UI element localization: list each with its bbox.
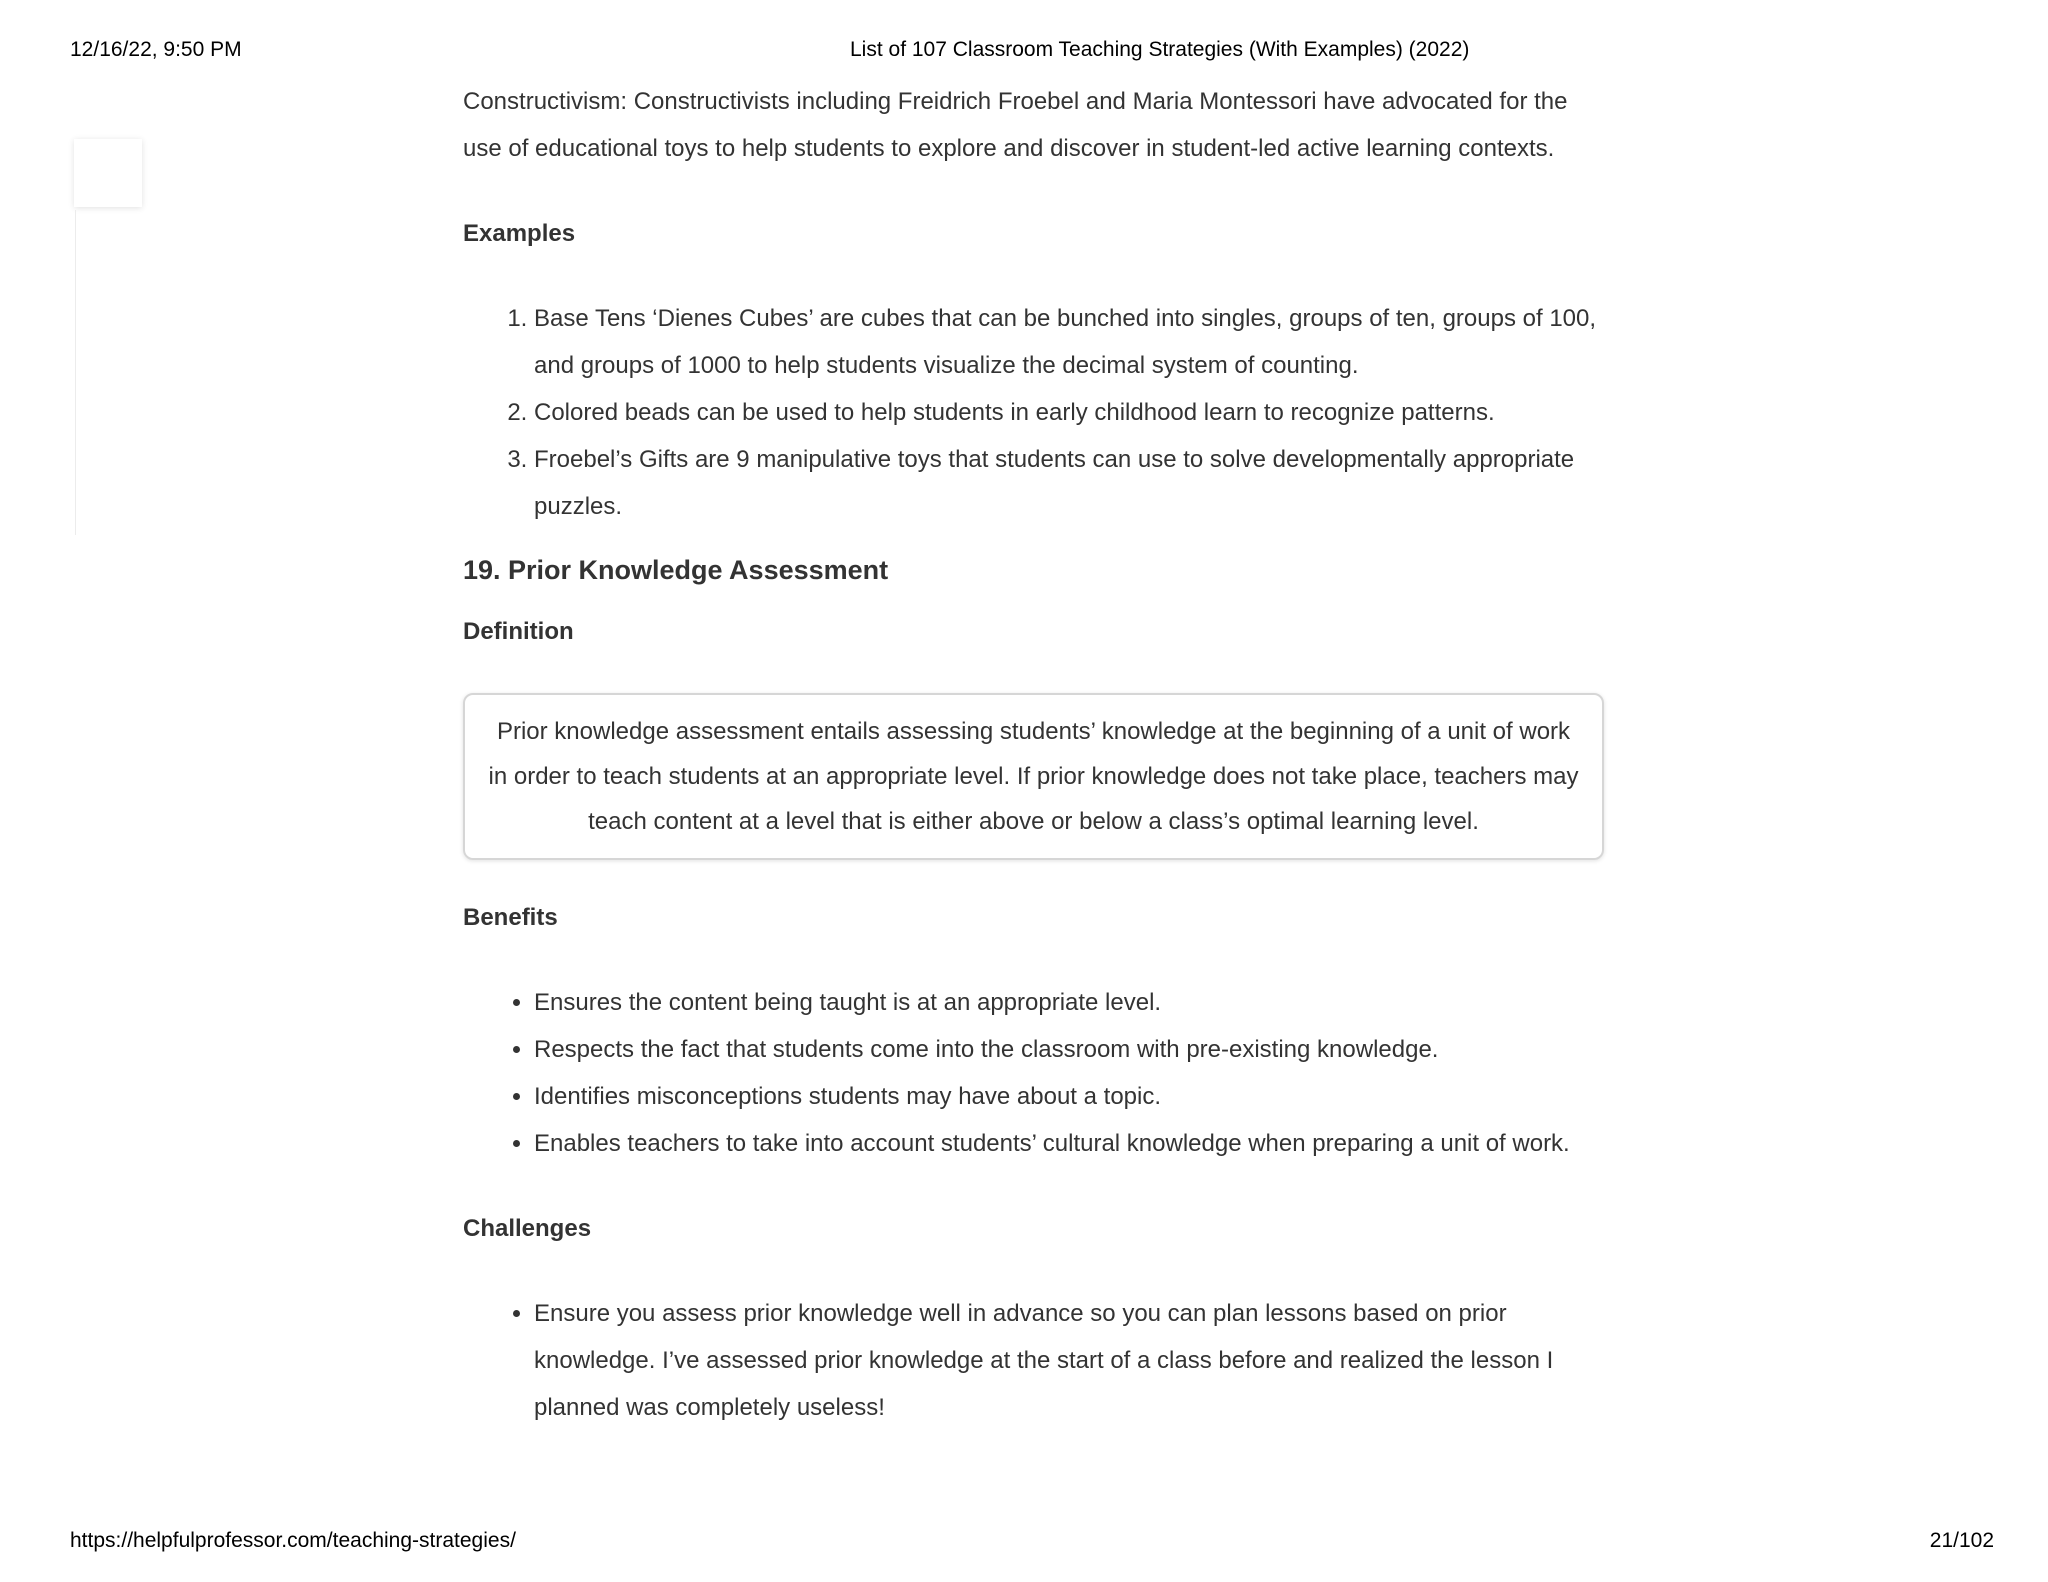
example-item: 2. Colored beads can be used to help students in early childhood learn to recognize patterns. — [534, 389, 1608, 436]
print-footer-url: https://helpfulprofessor.com/teaching-strategies/ — [70, 1529, 516, 1552]
print-footer-page-number: 21/102 — [1929, 1529, 1994, 1552]
print-header-title: List of 107 Classroom Teaching Strategies (With Examples) (2022) — [850, 38, 1470, 61]
print-header-date: 12/16/22, 9:50 PM — [70, 38, 242, 61]
benefit-item: • Respects the fact that students come into the classroom with pre-existing knowledge. — [534, 1026, 1608, 1073]
definition-text: Prior knowledge assessment entails assessing students’ knowledge at the beginning of a unit of work in order to teach students at an appropriate level. If prior knowledge does not take place, teachers may teach content at a level that is either above or below a class’s optimal learning level. — [488, 718, 1579, 835]
article-content — [463, 78, 1608, 1431]
intro-paragraph: Constructivism: Constructivists including Freidrich Froebel and Maria Montessori have advocated for the use of educational toys to help students to explore and discover in student-led active learning contexts. — [463, 88, 1568, 162]
examples-heading: Examples — [463, 220, 576, 247]
side-widget — [74, 139, 142, 207]
benefits-heading: Benefits — [463, 904, 558, 931]
challenges-heading: Challenges — [463, 1215, 592, 1242]
side-divider — [75, 210, 76, 535]
benefit-item: • Enables teachers to take into account students’ cultural knowledge when preparing a unit of work. — [534, 1120, 1608, 1167]
definition-box — [463, 693, 1604, 860]
example-item: 1. Base Tens ‘Dienes Cubes’ are cubes that can be bunched into singles, groups of ten, groups of 100, and groups of 1000 to help students visualize the decimal system of counting. — [534, 295, 1608, 389]
challenges-list — [463, 1290, 1608, 1431]
benefit-item: • Identifies misconceptions students may have about a topic. — [534, 1073, 1608, 1120]
challenge-item: • Ensure you assess prior knowledge well in advance so you can plan lessons based on prior knowledge. I’ve assessed prior knowledge at the start of a class before and realized the lesson I planned was completely useless! — [534, 1290, 1608, 1431]
example-item: 3. Froebel’s Gifts are 9 manipulative toys that students can use to solve developmentally appropriate puzzles. — [534, 436, 1608, 530]
benefits-list — [463, 979, 1608, 1167]
definition-heading: Definition — [463, 618, 574, 645]
benefit-item: • Ensures the content being taught is at an appropriate level. — [534, 979, 1608, 1026]
examples-list — [463, 295, 1608, 530]
section-title: 19. Prior Knowledge Assessment — [463, 555, 889, 585]
